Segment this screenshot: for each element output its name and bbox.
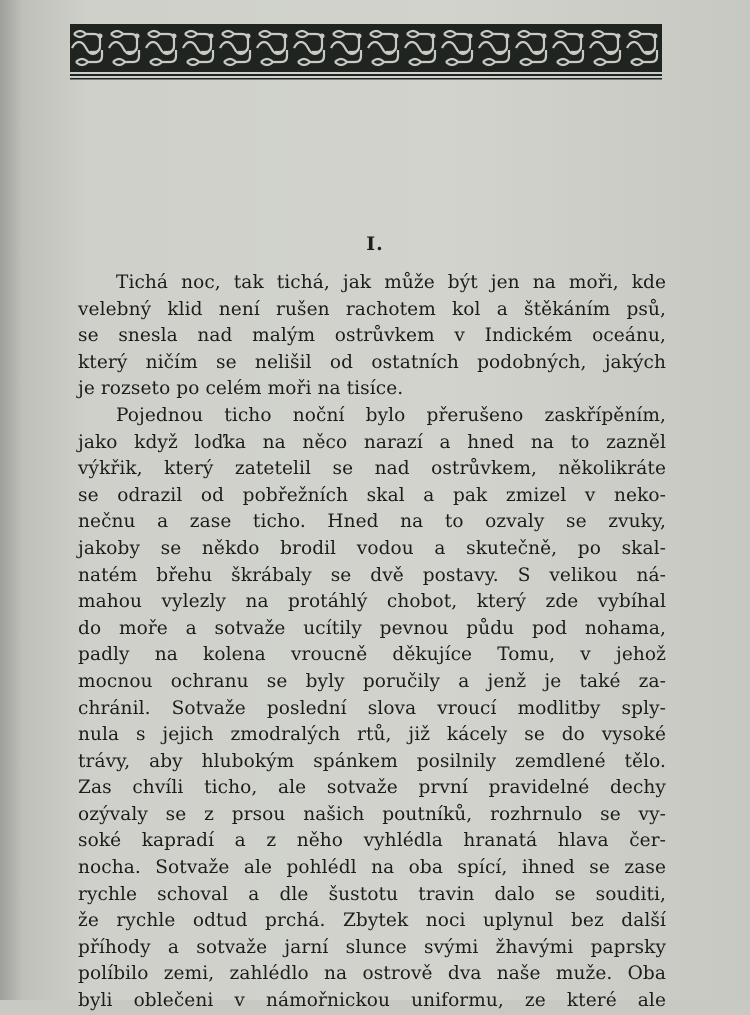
text-line: Zas chvíli ticho, ale sotvaže první pravidelné dechy <box>78 777 666 799</box>
ornament-dot <box>579 34 584 39</box>
ornament-dot <box>505 34 510 39</box>
ornament-dot <box>98 34 103 39</box>
text-line: nula s jejich zmodralých rtů, již kácely se do vysoké <box>78 724 666 746</box>
text-line: jakoby se někdo brodil vodou a skutečně, po skal- <box>78 537 666 559</box>
text-line: Pojednou ticho noční bylo přerušeno zaskřípěním, <box>116 404 666 426</box>
ornament-dot <box>394 34 399 39</box>
text-line: do moře a sotvaže ucítily pevnou půdu pod nohama, <box>78 617 666 639</box>
text-line: mahou vylezly na protáhlý chobot, který zde vybíhal <box>78 591 666 613</box>
text-line: se snesla nad malým ostrůvkem v Indickém oceánu, <box>78 325 666 347</box>
text-line: se odrazil od pobřežních skal a pak zmizel v neko- <box>78 484 666 506</box>
text-line: políbilo zemi, zahlédlo na ostrově dva naše muže. Oba <box>78 963 666 985</box>
text-line: příhody a sotvaže jarní slunce svými žhavými paprsky <box>78 936 666 958</box>
text-line: že rychle odtud prchá. Zbytek noci uplynul bez další <box>78 910 666 932</box>
body-text <box>78 270 666 1015</box>
text-line: mocnou ochranu se byly poručily a jenž je také za- <box>78 670 666 692</box>
text-line: padly na kolena vroucně děkujíce Tomu, v jehož <box>78 644 666 666</box>
text-line: nocha. Sotvaže ale pohlédl na oba spící, ihned se zase <box>78 857 666 879</box>
text-line: který ničím se nelišil od ostatních podobných, jakých <box>78 351 666 373</box>
ornamental-border <box>70 24 662 82</box>
text-line: Tichá noc, tak tichá, jak může být jen na moři, kde <box>116 272 666 293</box>
ornament-dot <box>172 34 177 39</box>
chapter-heading: I. <box>366 233 384 255</box>
ornament-dot <box>246 34 251 39</box>
ornament-dot <box>357 34 362 39</box>
ornament-dot <box>542 34 547 39</box>
text-line: rychle schoval a dle šustotu travin dalo se souditi, <box>78 883 666 905</box>
text-line: trávy, aby hlubokým spánkem posilnily zemdlené tělo. <box>78 750 666 772</box>
text-line: je rozseto po celém moři na tisíce. <box>78 378 404 400</box>
text-line: ozývaly se z prsou našich poutníků, rozhrnulo se vy- <box>78 803 666 825</box>
ornament-dot <box>468 34 473 39</box>
ornament-dot <box>209 34 214 39</box>
ornament-dot <box>653 34 658 39</box>
text-line: chránil. Sotvaže poslední slova vroucí modlitby sply- <box>78 697 666 719</box>
ornament-dot <box>320 34 325 39</box>
ornament-dot <box>431 34 436 39</box>
ornament-dot <box>616 34 621 39</box>
text-line: jako když loďka na něco narazí a hned na to zazněl <box>78 431 666 453</box>
text-line: byli oblečeni v námořnickou uniformu, ze které ale <box>78 990 666 1012</box>
text-line: velebný klid není rušen rachotem kol a štěkáním psů, <box>78 298 666 320</box>
ornament-dot <box>283 34 288 39</box>
text-line: soké kapradí a z něho vyhlédla hranatá hlava čer- <box>78 830 666 852</box>
text-line: výkřik, který zatetelil se nad ostrůvkem, několikráte <box>78 458 666 480</box>
text-line: nečnu a zase ticho. Hned na to ozvaly se zvuky, <box>78 511 666 533</box>
text-line: natém břehu škrábaly se dvě postavy. S velikou ná- <box>78 564 666 586</box>
ornament-dot <box>135 34 140 39</box>
